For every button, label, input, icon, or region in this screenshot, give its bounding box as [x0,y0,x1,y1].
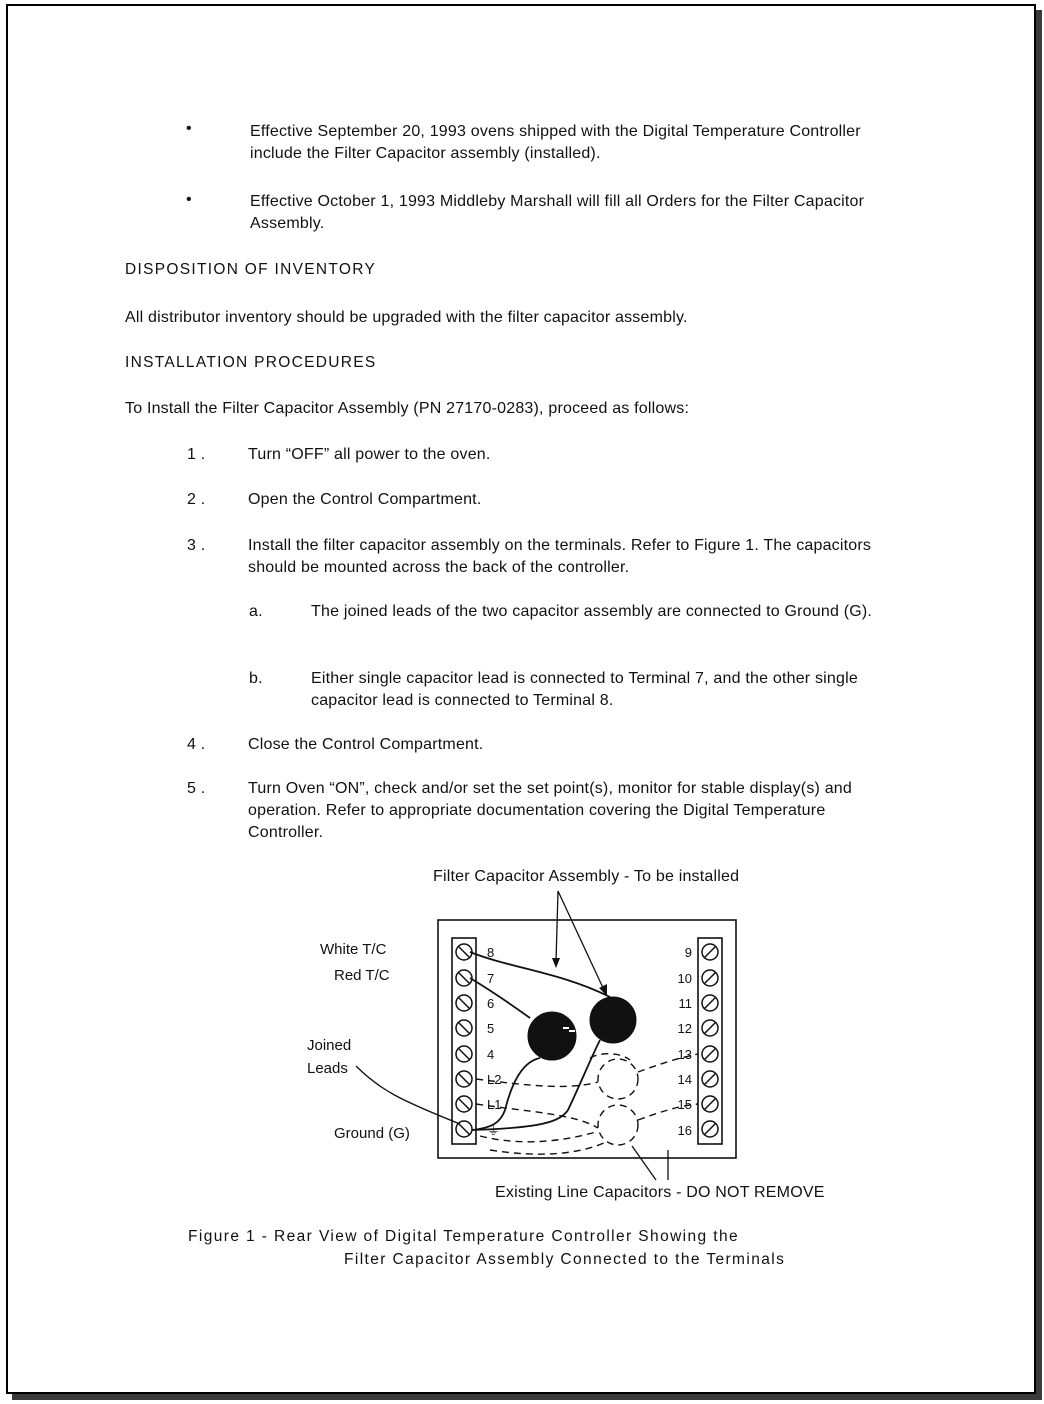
terminal-screw-icon [456,995,472,1011]
terminal-screw-icon [456,1071,472,1087]
step-number: 5 . [187,780,206,797]
terminal-label: 7 [487,971,495,986]
terminal-label: L2 [487,1072,502,1087]
terminal-label: 15 [677,1097,692,1112]
figure-caption: Figure 1 - Rear View of Digital Temperature Controller Showing the [188,1228,740,1245]
bullet-mark: • [186,191,192,208]
substep-letter: a. [249,603,263,620]
terminal-screw-icon [702,944,718,960]
terminal-label: 11 [678,996,692,1011]
arrowhead-icon [552,958,560,968]
figure-bottom-label: Existing Line Capacitors - DO NOT REMOVE [495,1184,825,1201]
existing-lead [590,1054,630,1060]
terminal-label: L1 [487,1097,502,1112]
substep-text: Either single capacitor lead is connected to Terminal 7, and the other single capacitor lead is connected to Terminal 8. [311,670,858,709]
pointer-line [558,891,604,990]
filter-capacitor [590,997,636,1043]
terminal-screw-icon [702,1121,718,1137]
substep-letter: b. [249,670,263,687]
step-text: Close the Control Compartment. [248,736,484,753]
joined-leads-pointer [356,1066,460,1124]
step-number: 2 . [187,491,206,508]
terminal-screw-icon [456,1020,472,1036]
terminal-screw-icon [456,970,472,986]
filter-capacitor [528,1012,576,1060]
bullet-text: Effective October 1, 1993 Middleby Marshall will fill all Orders for the Filter Capacitor Assembly. [250,193,865,232]
terminal-screw-icon [456,944,472,960]
left-terminal-strip [452,938,476,1144]
installation-intro: To Install the Filter Capacitor Assembly (PN 27170-0283), proceed as follows: [125,400,690,417]
terminal-label: 16 [677,1123,692,1138]
terminal-label: 9 [684,945,692,960]
step-number: 4 . [187,736,206,753]
existing-lead [638,1054,698,1072]
joined-label: Joined [307,1037,352,1054]
capacitor-lead-to-terminal-7 [470,978,530,1018]
terminal-label: 12 [677,1021,692,1036]
bullet-mark: • [186,120,192,137]
terminal-label: 14 [677,1072,692,1087]
leads-label: Leads [307,1060,348,1077]
figure-top-label: Filter Capacitor Assembly - To be installed [433,868,740,885]
step-number: 3 . [187,537,206,554]
bullet-text: Effective September 20, 1993 ovens shipped with the Digital Temperature Controller include the Filter Capacitor assembly (installed). [250,123,861,162]
terminal-screw-icon [702,1071,718,1087]
figure-caption: Filter Capacitor Assembly Connected to the Terminals [344,1251,786,1268]
step-text: Open the Control Compartment. [248,491,482,508]
terminal-label: 8 [487,945,495,960]
pointer-line [632,1146,656,1180]
terminal-screw-icon [456,1046,472,1062]
section-heading: DISPOSITION OF INVENTORY [125,261,377,278]
terminal-label: 4 [487,1047,495,1062]
existing-line-capacitor [598,1059,638,1099]
terminal-label: 13 [677,1047,692,1062]
step-text: Turn “OFF” all power to the oven. [248,446,491,463]
terminal-label: 10 [677,971,692,986]
ground-label: Ground (G) [334,1125,410,1142]
joined-lead [472,1058,540,1130]
substep-text: The joined leads of the two capacitor assembly are connected to Ground (G). [311,603,873,620]
right-terminal-strip [698,938,722,1144]
terminal-screw-icon [702,970,718,986]
step-text: Install the filter capacitor assembly on the terminals. Refer to Figure 1. The capacitors should be mounted across the back of the controller. [248,537,872,576]
pointer-line [556,891,558,962]
terminal-screw-icon [702,995,718,1011]
red-tc-label: Red T/C [334,967,390,984]
terminal-screw-icon [702,1046,718,1062]
section-body: All distributor inventory should be upgraded with the filter capacitor assembly. [125,309,688,326]
terminal-screw-icon [456,1096,472,1112]
step-number: 1 . [187,446,206,463]
terminal-screw-icon [702,1020,718,1036]
step-text: Turn Oven “ON”, check and/or set the set point(s), monitor for stable display(s) and operation. Refer to appropriate documentation covering the Digital Temperature Controller. [248,780,853,841]
section-heading: INSTALLATION PROCEDURES [125,354,377,371]
existing-lead [490,1142,606,1154]
existing-line-capacitor [598,1105,638,1145]
terminal-label: 5 [487,1021,495,1036]
white-tc-label: White T/C [320,941,387,958]
terminal-label: 6 [487,996,495,1011]
terminal-label: ⏚ [487,1123,501,1138]
terminal-screw-icon [702,1096,718,1112]
